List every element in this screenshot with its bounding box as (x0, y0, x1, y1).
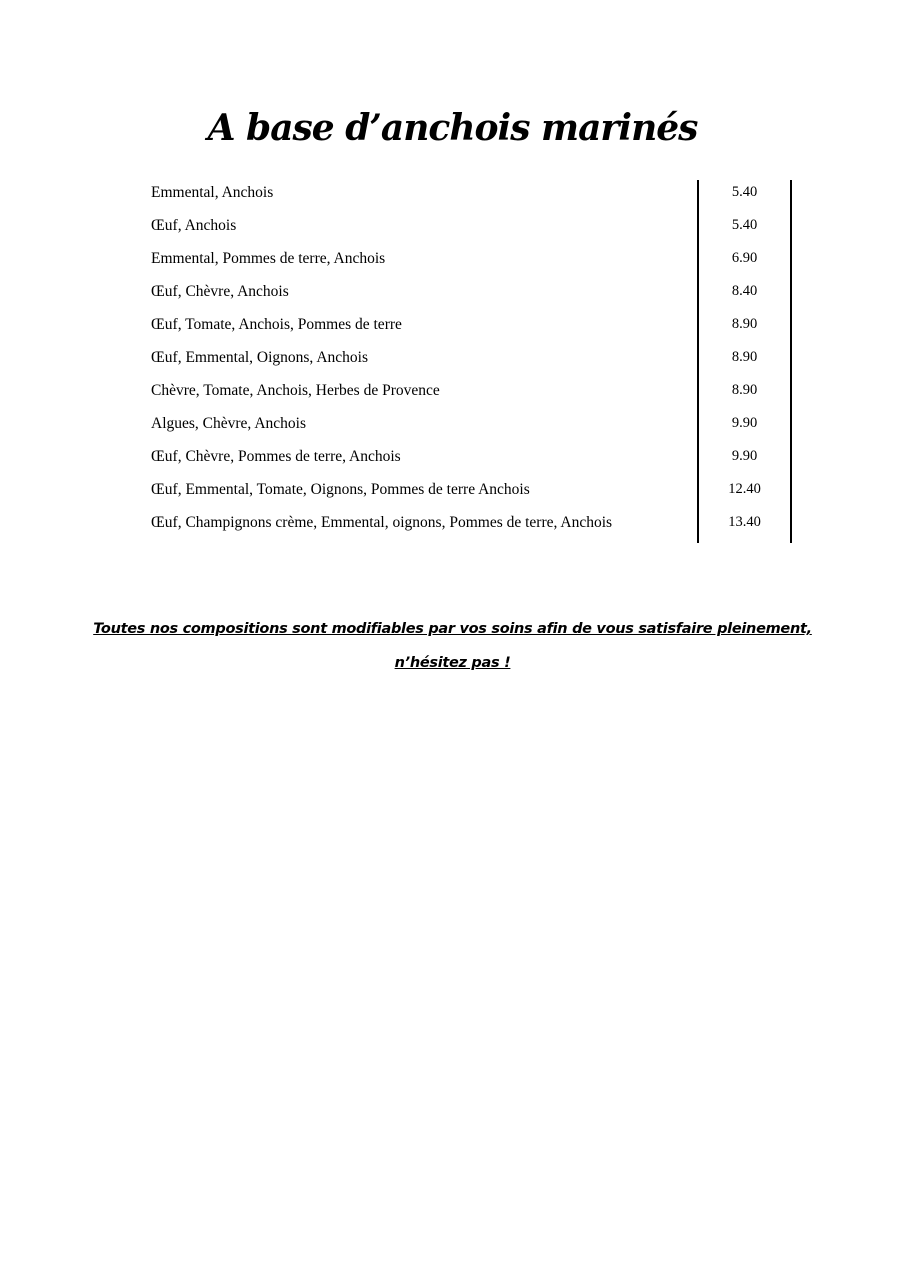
menu-row (142, 345, 794, 378)
page-title: A base d’anchois marinés (207, 107, 698, 149)
menu-rows (142, 180, 794, 543)
item-price: 8.90 (731, 349, 758, 365)
item-price: 9.90 (731, 448, 758, 464)
item-description: Emmental, Pommes de terre, Anchois (151, 250, 386, 267)
item-description: Œuf, Emmental, Oignons, Anchois (151, 349, 368, 366)
item-description: Œuf, Emmental, Tomate, Oignons, Pommes de terre Anchois (151, 481, 530, 498)
menu-row (142, 246, 794, 279)
item-price: 6.90 (731, 250, 758, 266)
item-price: 12.40 (728, 481, 761, 497)
menu-row (142, 510, 794, 543)
item-description: Œuf, Anchois (151, 217, 237, 234)
item-price: 5.40 (731, 217, 758, 233)
menu-row (142, 378, 794, 411)
item-price: 8.40 (731, 283, 758, 299)
menu-row (142, 180, 794, 213)
menu-row (142, 477, 794, 510)
menu-row (142, 444, 794, 477)
menu-row (142, 213, 794, 246)
menu-row (142, 279, 794, 312)
item-description: Œuf, Champignons crème, Emmental, oignons, Pommes de terre, Anchois (151, 514, 613, 531)
item-description: Œuf, Chèvre, Pommes de terre, Anchois (151, 448, 401, 465)
item-description: Chèvre, Tomate, Anchois, Herbes de Provence (151, 382, 440, 399)
note-line-1: Toutes nos compositions sont modifiables par vos soins afin de vous satisfaire pleinement, (93, 621, 812, 637)
item-price: 13.40 (728, 514, 761, 530)
item-price: 9.90 (731, 415, 758, 431)
item-description: Algues, Chèvre, Anchois (151, 415, 306, 432)
menu-row (142, 312, 794, 345)
item-price: 5.40 (731, 184, 758, 200)
note-line-2: n’hésitez pas ! (394, 655, 511, 671)
item-description: Emmental, Anchois (151, 184, 274, 201)
menu-row (142, 411, 794, 444)
item-description: Œuf, Chèvre, Anchois (151, 283, 289, 300)
item-price: 8.90 (731, 382, 758, 398)
menu-table (142, 180, 794, 543)
item-price: 8.90 (731, 316, 758, 332)
item-description: Œuf, Tomate, Anchois, Pommes de terre (151, 316, 402, 333)
